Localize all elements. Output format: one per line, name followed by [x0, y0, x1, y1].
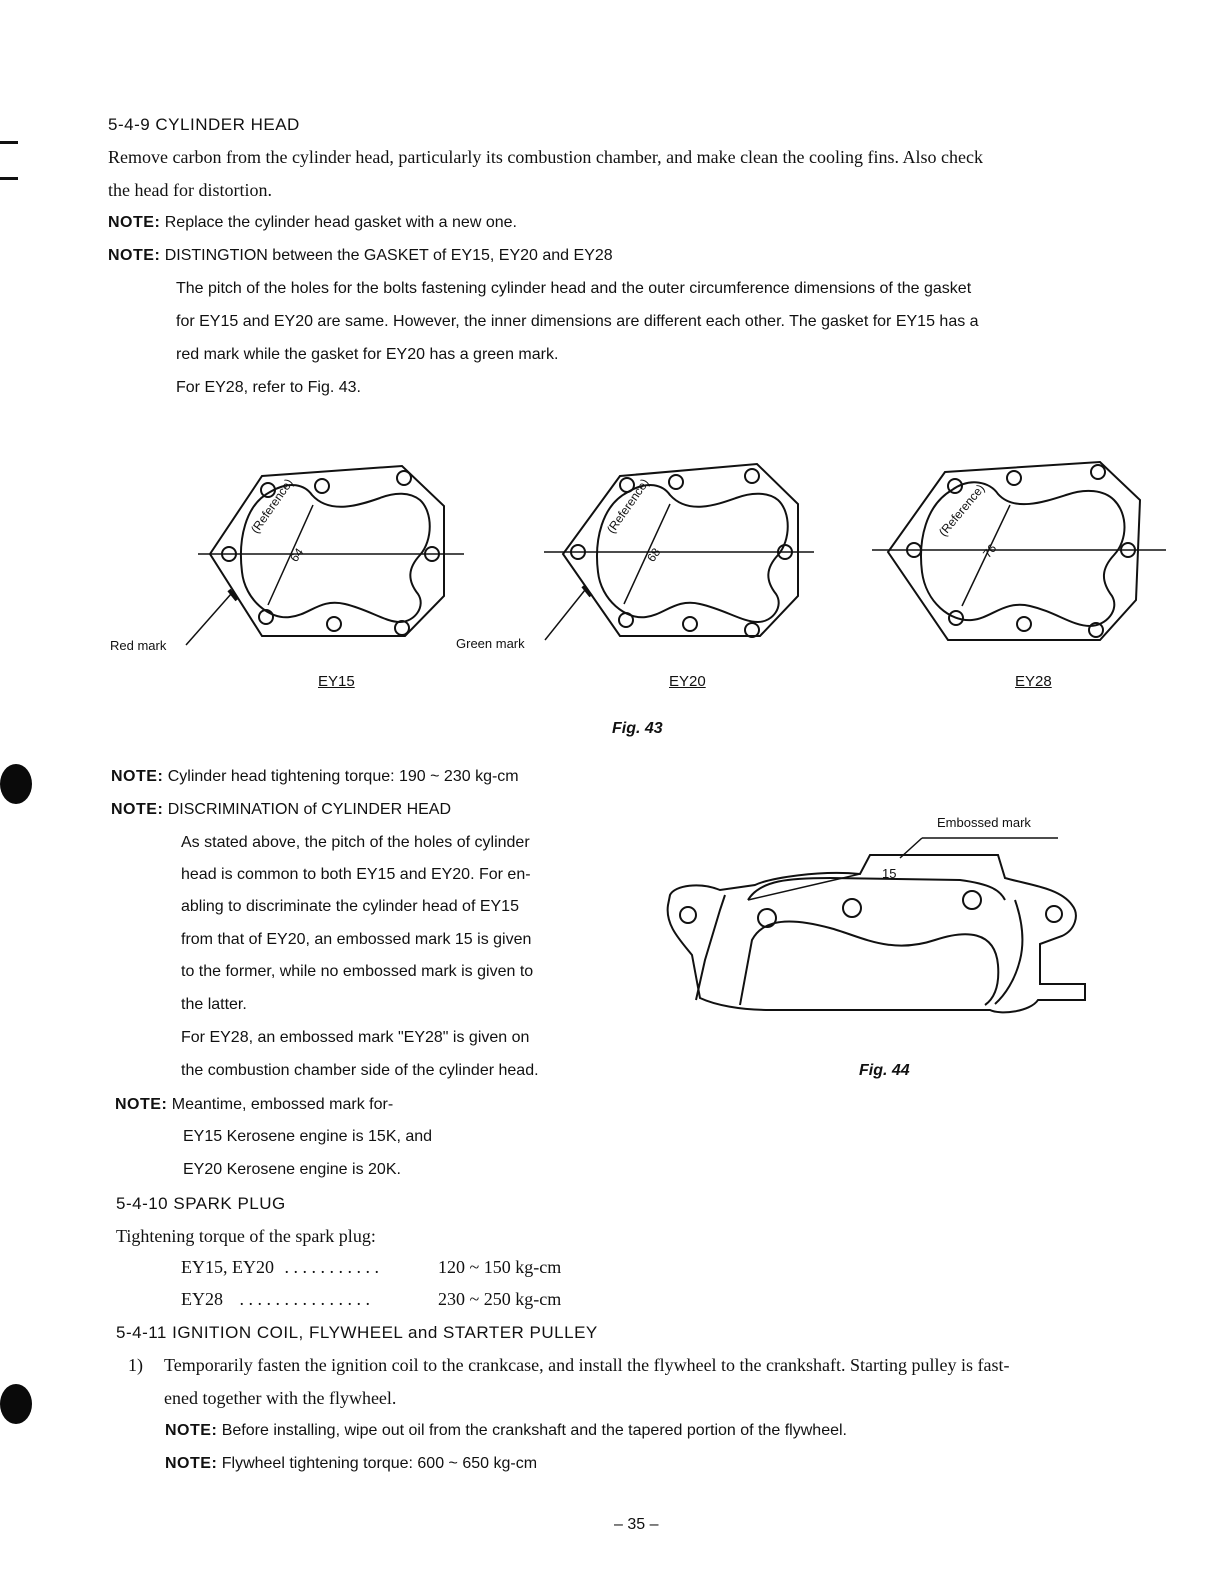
figure-43-caption: Fig. 43 [612, 720, 663, 737]
note-label: NOTE: [165, 1455, 218, 1472]
note-text: Replace the cylinder head gasket with a new one. [164, 214, 517, 231]
list-item-number: 1) [128, 1355, 143, 1375]
gasket-ey15-dimension: 64 [287, 545, 307, 565]
note-label: NOTE: [108, 247, 161, 264]
note-label: NOTE: [108, 214, 161, 231]
figure-43-gaskets [0, 440, 1224, 710]
spark-plug-torque: 230 ~ 250 kg-cm [438, 1289, 562, 1309]
spark-plug-row [181, 1289, 370, 1310]
note-body-line: from that of EY20, an embossed mark 15 is given [181, 931, 532, 948]
gasket-ey28-dimension: 76 [980, 541, 1000, 561]
paragraph-line: the head for distortion. [108, 180, 272, 200]
note-text: Cylinder head tightening torque: 190 ~ 230 kg-cm [167, 768, 519, 785]
note-text: Flywheel tightening torque: 600 ~ 650 kg-cm [221, 1455, 538, 1472]
note-text: Meantime, embossed mark for- [171, 1096, 394, 1113]
note-body-line: abling to discriminate the cylinder head of EY15 [181, 898, 519, 915]
note-body-line: For EY28, refer to Fig. 43. [176, 379, 361, 396]
gasket-ey20-drawing [544, 464, 814, 640]
note-body-line: As stated above, the pitch of the holes of cylinder [181, 834, 530, 851]
note-label: NOTE: [115, 1096, 168, 1113]
embossed-mark-value: 15 [882, 866, 897, 881]
figure-44-caption: Fig. 44 [859, 1062, 910, 1079]
dot-leader: . . . . . . . . . . . . . . . [239, 1289, 370, 1309]
note-body-line: for EY15 and EY20 are same. However, the inner dimensions are different each other. The gasket for EY15 has a [176, 313, 979, 330]
gasket-ey20-dimension: 68 [644, 545, 664, 565]
list-item-line: Temporarily fasten the ignition coil to the crankcase, and install the flywheel to the crankshaft. Starting pulley is fast- [164, 1355, 1010, 1375]
note-body-line: The pitch of the holes for the bolts fastening cylinder head and the outer circumference dimensions of the gasket [176, 280, 972, 297]
binding-mark-top [0, 141, 18, 144]
note-gasket-distinction [108, 247, 613, 265]
gasket-ey20-reference: (Reference) [604, 476, 652, 537]
note-wipe-oil [165, 1422, 847, 1440]
section-title-spark-plug: 5-4-10 SPARK PLUG [116, 1194, 286, 1213]
note-body-line: head is common to both EY15 and EY20. For en- [181, 866, 531, 883]
note-label: NOTE: [111, 801, 164, 818]
punch-hole-upper [0, 764, 32, 804]
gasket-ey15-reference: (Reference) [248, 476, 296, 537]
note-flywheel-torque [165, 1455, 537, 1473]
note-head-torque [111, 768, 519, 786]
gasket-ey28-reference: (Reference) [936, 481, 988, 539]
list-item-line: ened together with the flywheel. [164, 1388, 397, 1408]
spark-plug-intro: Tightening torque of the spark plug: [116, 1226, 376, 1246]
page-number: – 35 – [614, 1516, 659, 1533]
spark-plug-model: EY28 [181, 1289, 223, 1309]
section-title-cylinder-head: 5-4-9 CYLINDER HEAD [108, 115, 300, 134]
note-label: NOTE: [165, 1422, 218, 1439]
note-gasket-replace [108, 214, 517, 232]
binding-mark-bottom [0, 177, 18, 180]
red-mark-label: Red mark [110, 638, 167, 653]
note-body-line: EY15 Kerosene engine is 15K, and [183, 1128, 433, 1145]
spark-plug-model: EY15, EY20 [181, 1257, 274, 1277]
note-text: DISCRIMINATION of CYLINDER HEAD [167, 801, 452, 818]
note-body-line: to the former, while no embossed mark is given to [181, 963, 534, 980]
note-body-line: For EY28, an embossed mark "EY28" is given on [181, 1029, 530, 1046]
paragraph-line: Remove carbon from the cylinder head, particularly its combustion chamber, and make clean the cooling fins. Also check [108, 147, 983, 167]
gasket-ey15-drawing [186, 466, 464, 645]
gasket-ey20-label: EY20 [669, 673, 706, 690]
green-mark-label: Green mark [456, 636, 525, 651]
gasket-ey28-label: EY28 [1015, 673, 1052, 690]
note-kerosene [115, 1096, 393, 1114]
gasket-ey15-label: EY15 [318, 673, 355, 690]
note-body-line: EY20 Kerosene engine is 20K. [183, 1161, 401, 1178]
note-text: Before installing, wipe out oil from the crankshaft and the tapered portion of the flywheel. [221, 1422, 847, 1439]
punch-hole-lower [0, 1384, 32, 1424]
note-body-line: red mark while the gasket for EY20 has a green mark. [176, 346, 559, 363]
section-title-ignition-coil: 5-4-11 IGNITION COIL, FLYWHEEL and STARTER PULLEY [116, 1323, 598, 1342]
embossed-mark-label: Embossed mark [937, 815, 1031, 830]
note-text: DISTINGTION between the GASKET of EY15, EY20 and EY28 [164, 247, 613, 264]
note-discrimination [111, 801, 451, 819]
spark-plug-torque: 120 ~ 150 kg-cm [438, 1257, 562, 1277]
note-body-line: the combustion chamber side of the cylinder head. [181, 1062, 539, 1079]
dot-leader: . . . . . . . . . . . [284, 1257, 379, 1277]
figure-44-cylinder-head [640, 800, 1110, 1030]
spark-plug-row [181, 1257, 379, 1278]
note-label: NOTE: [111, 768, 164, 785]
gasket-ey28-drawing [872, 462, 1166, 640]
note-body-line: the latter. [181, 996, 247, 1013]
